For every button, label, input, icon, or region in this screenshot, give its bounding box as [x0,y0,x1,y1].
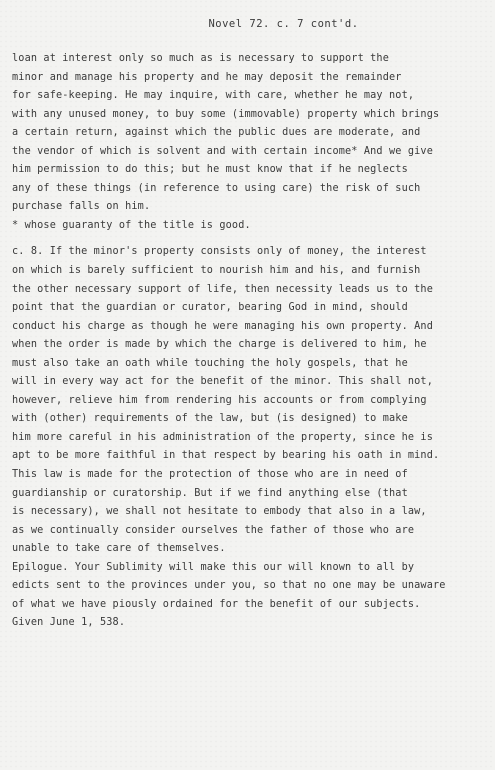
text-line: unable to take care of themselves. [12,543,226,555]
text-line: c. 8. If the minor's property consists only of money, the interest [12,246,427,258]
text-line: for safe-keeping. He may inquire, with care, whether he may not, [12,90,415,102]
text-line: with any unused money, to buy some (immovable) property which brings [12,108,440,120]
epilogue-line: of what we have piously ordained for the benefit of our subjects. [12,598,421,610]
text-line: when the order is made by which the charge is delivered to him, he [12,339,427,351]
text-line: guardianship or curatorship. But if we find anything else (that [12,487,408,499]
epilogue-line: edicts sent to the provinces under you, so that no one may be unaware [12,580,446,592]
text-line: any of these things (in reference to using care) the risk of such [12,182,421,194]
text-line: This law is made for the protection of those who are in need of [12,469,408,481]
text-line: the vendor of which is solvent and with certain income* And we give [12,145,433,157]
text-line: with (other) requirements of the law, but (is designed) to make [12,413,408,425]
paragraph-gap [12,235,485,243]
text-line: must also take an oath while touching the holy gospels, that he [12,357,408,369]
page-header: Novel 72. c. 7 cont'd. [208,18,359,30]
text-line: minor and manage his property and he may deposit the remainder [12,71,402,83]
text-line: however, relieve him from rendering his accounts or from complying [12,394,427,406]
text-line: him more careful in his administration of the property, since he is [12,431,433,443]
paragraph-2 [12,243,485,632]
text-line: apt to be more faithful in that respect by bearing his oath in mind. [12,450,440,462]
text-line: purchase falls on him. [12,201,151,213]
date-line: Given June 1, 538. [12,617,126,629]
text-line: conduct his charge as though he were managing his own property. And [12,320,433,332]
text-line: point that the guardian or curator, bearing God in mind, should [12,302,408,314]
paragraph-1 [12,50,485,235]
epilogue-line: Epilogue. Your Sublimity will make this our will known to all by [12,561,415,573]
text-line: the other necessary support of life, then necessity leads us to the [12,283,433,295]
text-line: a certain return, against which the public dues are moderate, and [12,127,421,139]
text-line: as we continually consider ourselves the father of those who are [12,524,415,536]
text-line: loan at interest only so much as is necessary to support the [12,53,390,64]
text-line: on which is barely sufficient to nourish him and his, and furnish [12,265,421,277]
text-line: will in every way act for the benefit of the minor. This shall not, [12,376,433,388]
text-line: him permission to do this; but he must know that if he neglects [12,164,408,176]
text-line: is necessary), we shall not hesitate to embody that also in a law, [12,506,427,518]
footnote: * whose guaranty of the title is good. [12,219,251,231]
